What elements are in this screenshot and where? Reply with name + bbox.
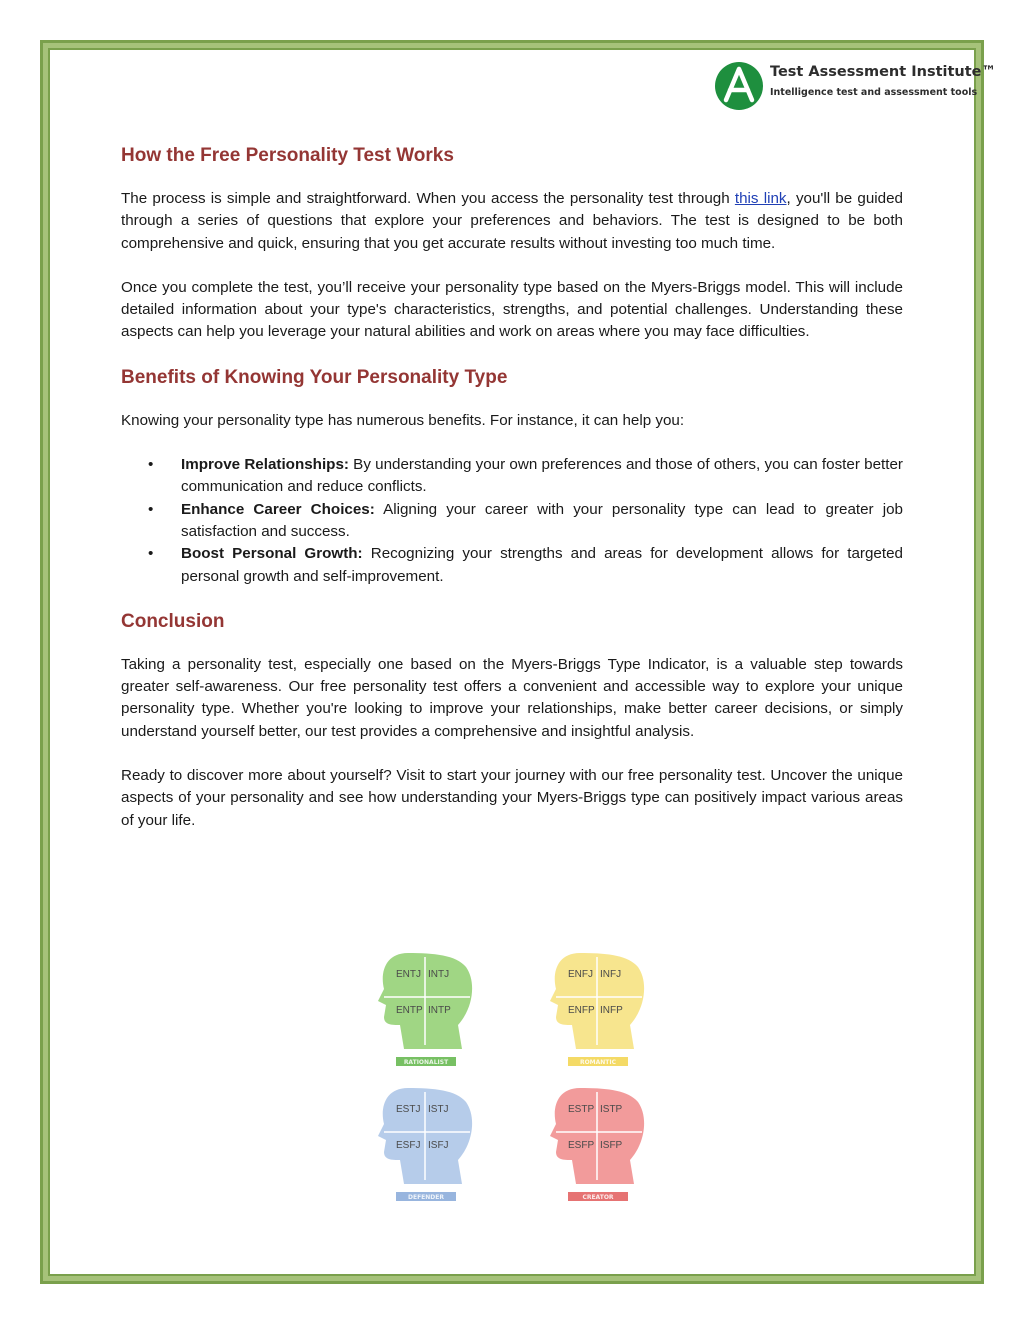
type-code: ENFJ [568,969,593,980]
type-code: ISTJ [428,1104,449,1115]
paragraph-call-to-action: Ready to discover more about yourself? Visit to start your journey with our free personality test. Uncover the unique aspects of your personality and see how understanding your Myers-Briggs type can positively impact various areas of your life. [121,767,903,829]
group-label: RATIONALIST [403,1059,449,1066]
type-code: ENFP [568,1005,595,1016]
type-code: ESTJ [396,1104,421,1115]
paragraph-benefits-intro: Knowing your personality type has numerous benefits. For instance, it can help you: [121,411,685,429]
bullet-icon: • [148,545,154,563]
personality-head-rationalist [378,953,472,1066]
list-item: • Boost Personal Growth: Recognizing your strengths and areas for development allows for targeted personal growth and self-improvement. [148,545,903,585]
group-label: CREATOR [582,1194,614,1201]
paragraph-conclusion: Taking a personality test, especially one based on the Myers-Briggs Type Indicator, is a valuable step towards greater self-awareness. Our free personality test offers a convenient and accessible way to explore your unique personality type. Whether you're looking to improve your relationships, make better career decisions, or simply understand yourself better, our test provides a comprehensive and insightful analysis. [121,655,903,740]
paragraph-process: The process is simple and straightforward. When you access the personality test through this link, you'll be guided through a series of questions that explore your preferences and behaviors. The test is designed to be both comprehensive and quick, ensuring that you get accurate results without investing too much time. [121,190,903,252]
personality-head-defender [378,1088,472,1201]
heading-how-it-works: How the Free Personality Test Works [121,145,454,166]
benefits-list [121,454,903,588]
personality-head-creator [550,1088,644,1201]
group-label: DEFENDER [408,1194,444,1201]
list-item: • Improve Relationships: By understanding your own preferences and those of others, you can foster better communication and reduce conflicts. [148,456,903,496]
heading-benefits: Benefits of Knowing Your Personality Type [121,366,508,388]
type-code: ISTP [600,1104,623,1115]
type-code: ESFJ [396,1140,421,1151]
paragraph-results: Once you complete the test, you’ll receive your personality type based on the Myers-Briggs model. This will include detailed information about your type's characteristics, strengths, and potential challenges. Understanding these aspects can help you leverage your natural abilities and work on areas where you may face difficulties. [121,278,903,341]
type-code: ISFJ [428,1140,449,1151]
type-code: ISFP [600,1140,623,1151]
group-label: ROMANTIC [579,1059,617,1066]
bullet-icon: • [148,456,154,474]
type-code: ESTP [568,1104,595,1115]
bullet-icon: • [148,500,154,518]
type-code: INTP [428,1005,451,1016]
list-item: • Enhance Career Choices: Aligning your career with your personality type can lead to greater job satisfaction and success. [148,500,903,540]
type-code: INTJ [428,969,450,980]
type-code: ENTJ [396,969,421,980]
brand-name: Test Assessment Institute™ [770,64,997,80]
personality-types-figure [370,945,660,1210]
type-code: ESFP [568,1140,595,1151]
test-link[interactable]: this link [734,190,787,207]
brand-tagline: Intelligence test and assessment tools [770,87,978,98]
type-code: ENTP [396,1005,423,1016]
personality-head-romantic [550,953,644,1066]
type-code: INFJ [600,969,622,980]
type-code: INFP [600,1005,623,1016]
heading-conclusion: Conclusion [121,610,225,632]
document-body [121,144,903,832]
